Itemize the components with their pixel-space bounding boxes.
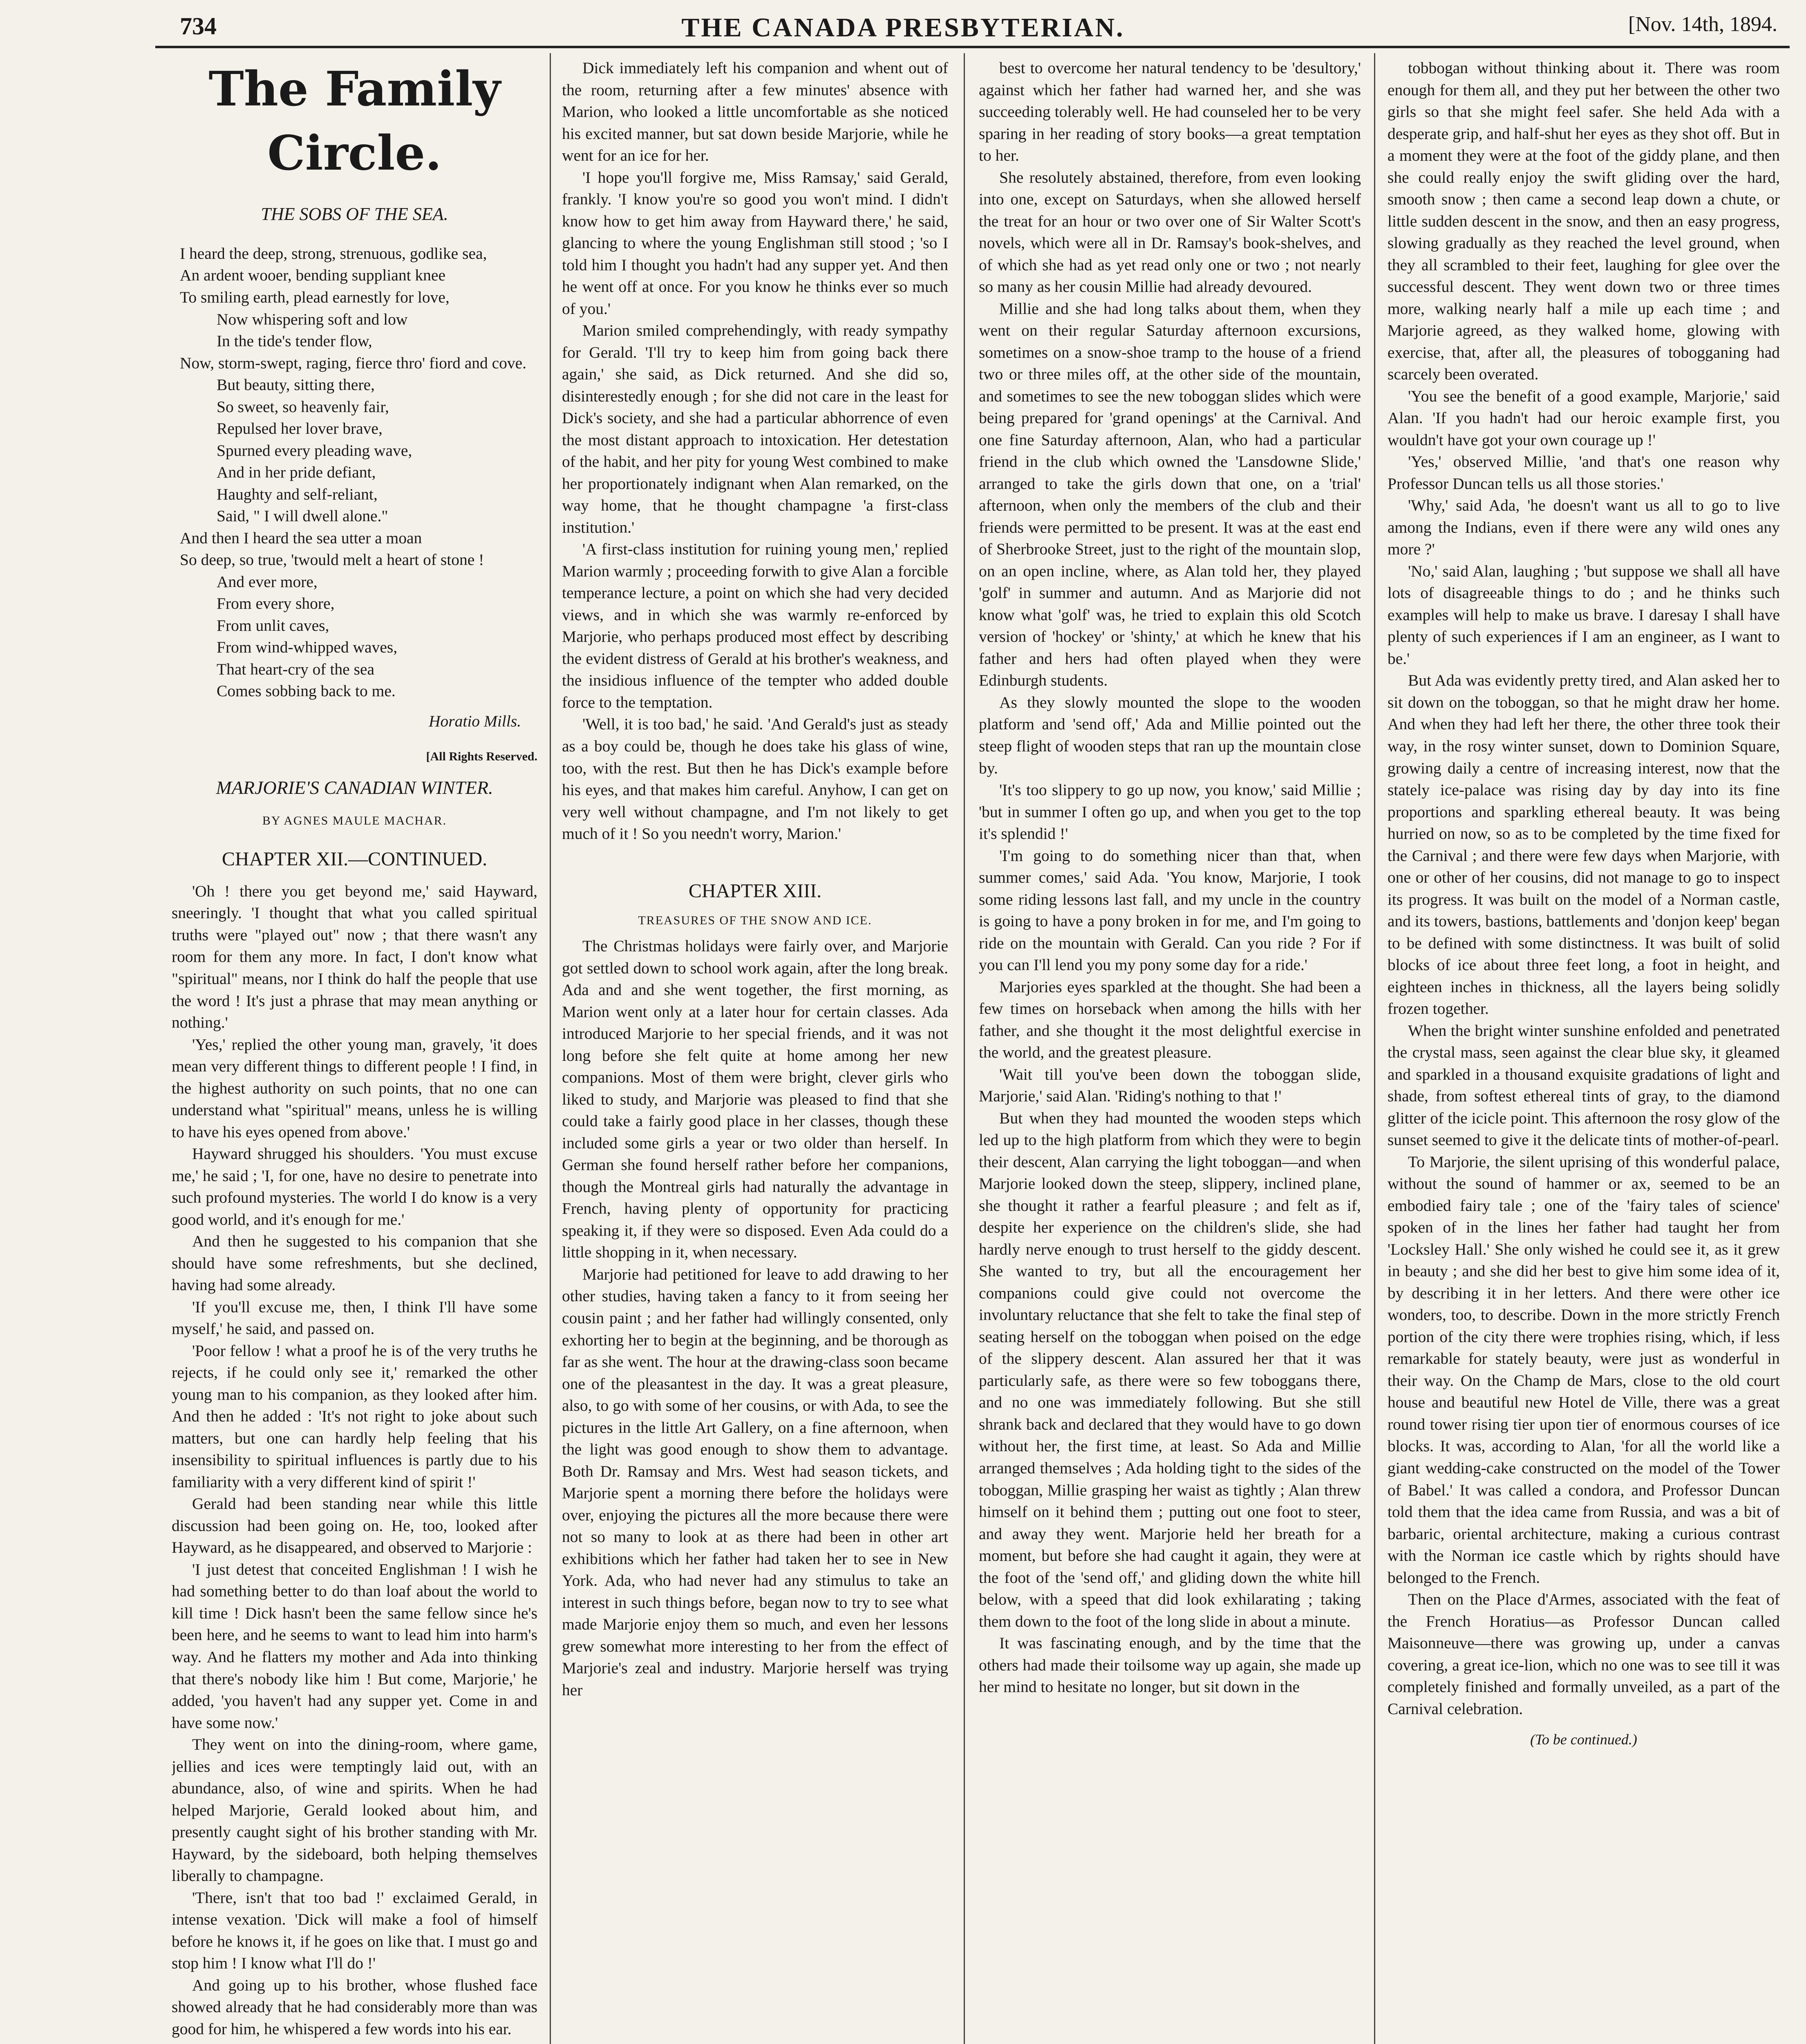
poem-line: From wind-whipped waves, [217,638,398,657]
paragraph: They went on into the dining-room, where game, jellies and ices were temptingly laid out, with an abundance, also, of wine and spirits. When he had helped Marjorie, Gerald looked about him, and presently caught sight of his brother standing with Mr. Hayward, by the sideboard, both helping themselves liberally to champagne. [172,1735,537,1885]
column-divider [1374,53,1375,2044]
story-title: MARJORIE'S CANADIAN WINTER. [216,777,493,798]
page-number: 734 [180,13,217,40]
paragraph: 'I just detest that conceited Englishman ! I wish he had something better to do than loaf about the world to kill time ! Dick hasn't been the same fellow since he's been here, and he seems to want to lead him into harm's way. And he flatters my mother and Ada into thinking that there's nobody like him ! But come, Marjorie,' he added, 'you haven't had any supper yet. Come in and have some now.' [172,1560,537,1732]
paragraph: 'Yes,' observed Millie, 'and that's one reason why Professor Duncan tells us all those stories.' [1388,453,1780,493]
paragraph: 'I'm going to do something nicer than that, when summer comes,' said Ada. 'You know, Marjorie, I took some riding lessons last fall, and my uncle in the country is going to have a pony broken in for me, and I'm going to ride on the mountain with Gerald. Can you ride ? For if you can I'll lend you my pony some day for a ride.' [979,846,1361,974]
poem-line: I heard the deep, strong, strenuous, godlike sea, [180,244,487,262]
paragraph: Then on the Place d'Armes, associated with the feat of the French Horatius—as Professor Duncan called Maisonneuve—there was growing up, under a canvas covering, a great ice-lion, which no one was to see till it was completely finished and formally unveiled, as a part of the Carnival celebration. [1388,1590,1780,1718]
poem-line: Repulsed her lover brave, [217,419,383,438]
poem-line: So deep, so true, 'twould melt a heart of stone ! [180,551,484,569]
paragraph: Dick immediately left his companion and whent out of the room, returning after a few minutes' absence with Marion, who looked a little uncomfortable as she noticed his excited manner, but sat down beside Marjorie, while he went for an ice for her. [562,59,948,165]
column-2-text [562,57,948,845]
page-header [25,12,1781,45]
paragraph: Gerald had been standing near while this little discussion had been going on. He, too, looked after Hayward, as he disappeared, and observed to Marjorie : [172,1495,537,1557]
paragraph: 'There, isn't that too bad !' exclaimed Gerald, in intense vexation. 'Dick will make a fool of himself before he knows it, if he goes on like that. I must go and stop him ! I know what I'll do !' [172,1888,537,1972]
paragraph: 'Poor fellow ! what a proof he is of the very truths he rejects, if he could only see it,' remarked the other young man to his companion, as they looked after him. And then he added : 'It's not right to joke about such matters, but one can hardly help feeling that his insensibility to spiritual influences is partly due to his familiarity with a very different kind of spirit !' [172,1341,537,1491]
paragraph: 'Well, it is too bad,' he said. 'And Gerald's just as steady as a boy could be, though he does take his glass of wine, too, with the rest. But then he has Dick's example before his eyes, and that makes him careful. Anyhow, I can get on very well without champagne, and I'm not likely to get much of it ! So you needn't worry, Marion.' [562,715,948,843]
poem-line: But beauty, sitting there, [217,376,375,394]
paragraph: She resolutely abstained, therefore, from even looking into one, except on Saturdays, when she allowed herself the treat for an hour or two over one of Sir Walter Scott's novels, which were all in Dr. Ramsay's book-shelves, and of which she had as yet read only one or two ; not nearly so many as her cousin Millie had already devoured. [979,168,1361,296]
to-be-continued: (To be continued.) [1530,1731,1637,1748]
poem-line: Comes sobbing back to me. [217,682,396,700]
paragraph: 'If you'll excuse me, then, I think I'll have some myself,' he said, and passed on. [172,1298,537,1338]
paragraph: Marion smiled comprehendingly, with ready sympathy for Gerald. 'I'll try to keep him from going back there again,' she said, as Dick returned. And she did so, disinterestedly enough ; for she did not care in the least for Dick's society, and she had a particular abhorrence of even the most distant approach to intoxication. Her detestation of the habit, and her pity for young West combined to make her proportionately indignant when Alan remarked, on the way home, that he thought champagne 'a first-class institution.' [562,321,948,536]
column-3-text [979,57,1361,1698]
paragraph: 'I hope you'll forgive me, Miss Ramsay,' said Gerald, frankly. 'I know you're so good you won't mind. I didn't know how to get him away from Hayward there,' he said, glancing to where the young Englishman still stood ; 'so I told him I thought you hadn't had any supper yet. And then he went off at once. For you know he thinks ever so much of you.' [562,168,948,318]
chapter-heading: CHAPTER XIII. [688,880,822,902]
column-1-text [172,881,537,2040]
column-3 [979,57,1361,2044]
paragraph: Marjories eyes sparkled at the thought. She had been a few times on horseback when among the hills with her father, and she thought it the most delightful exercise in the world, and the greatest pleasure. [979,977,1361,1062]
newspaper-title: THE CANADA PRESBYTERIAN. [681,13,1125,43]
header-rule [155,46,1790,48]
paragraph: And going up to his brother, whose flushed face showed already that he had considerably more than was good for him, he whispered a few words into his ear. [172,1976,537,2038]
poem-line: And then I heard the sea utter a moan [180,529,422,547]
paragraph: 'Oh ! there you get beyond me,' said Hayward, sneeringly. 'I thought that what you called spiritual truths were "played out" now ; that there wasn't any room for them any more. In fact, I don't know what "spiritual" means, nor I think do half the people that use the word ! It's just a phrase that may mean anything or nothing.' [172,882,537,1032]
poem-line: An ardent wooer, bending suppliant knee [180,266,445,285]
column-divider [964,53,965,2044]
paragraph: Marjorie had petitioned for leave to add drawing to her other studies, having taken a fancy to it from seeing her cousin paint ; and her father had willingly consented, only exhorting her to begin at the beginning, and be thorough as far as she went. The hour at the drawing-class soon became one of the pleasantest in the day. It was a great pleasure, also, to go with some of her cousins, or with Ada, to see the pictures in the little Art Gallery, on a fine afternoon, when the light was good enough to show them to advantage. Both Dr. Ramsay and Mrs. West had season tickets, and Marjorie spent a morning there before the holidays were over, enjoying the pictures all the more because there were not so many to look at as there had been in other art exhibitions which her father had taken her to see in New York. Ada, who had never had any stimulus to take an interest in such things before, began now to try to see what made Marjorie enjoy them so much, and even her lessons grew somewhat more interesting to her from the effect of Marjorie's zeal and industry. Marjorie herself was trying her [562,1265,948,1699]
paragraph: But Ada was evidently pretty tired, and Alan asked her to sit down on the toboggan, so that he might draw her home. And when they had left her there, the other three took their way, in the rosy winter sunset, down to Dominion Square, growing daily a centre of increasing interest, now that the stately ice-palace was rising day by day into its fine proportions and sparkling ethereal beauty. It was being hurried on now, so as to be completed by the time fixed for the Carnival ; and there were few days when Marjorie, with one or other of her cousins, did not manage to go to inspect its progress. It was built on the model of a Norman castle, and its towers, bastions, battlements and 'donjon keep' began to be defined with some distinctness. It was built of solid blocks of ice about three feet long, a foot in height, and eighteen inches in thickness, all the layers being solidly frozen together. [1388,671,1780,1018]
poem-line: In the tide's tender flow, [217,332,372,350]
paragraph: 'It's too slippery to go up now, you know,' said Millie ; 'but in summer I often go up, and when you get to the top it's splendid !' [979,781,1361,843]
poem-body [180,243,537,702]
poem-line: Now, storm-swept, raging, fierce thro' fiord and cove. [180,354,527,372]
poem-line: Spurned every pleading wave, [217,441,412,459]
poem-line: From every shore, [217,594,335,613]
paragraph: When the bright winter sunshine enfolded and penetrated the crystal mass, seen against the clear blue sky, it gleamed and sparkled in a thousand exquisite gradations of light and shade, from softest ethereal tints of gray, to the diamond glitter of the icicle point. This afternoon the rosy glow of the sunset seemed to give it the delicate tints of mother-of-pearl. [1388,1021,1780,1149]
paragraph: The Christmas holidays were fairly over, and Marjorie got settled down to school work again, after the long break. Ada and and she went together, the first morning, as Marion went only at a later hour for certain classes. Ada introduced Marjorie to her special friends, and it was not long before she felt quite at home among her new companions. Most of them were bright, clever girls who liked to study, and Marjorie was pleased to find that she could take a fairly good place in her classes, though these included some girls a year or two older than herself. In German she found herself rather before her companions, though the Montreal girls had naturally the advantage in French, having plenty of opportunity for practicing speaking it, if they were so disposed. Even Ada could do a little shopping in it, when necessary. [562,937,948,1262]
section-title: The Family Circle. [208,61,501,182]
paragraph: But when they had mounted the wooden steps which led up to the high platform from which they were to begin their descent, Alan carrying the light toboggan—and when Marjorie looked down the steep, slippery, inclined plane, she thought it rather a fearful pleasure ; and felt as if, despite her experience on the children's slide, she had hardly nerve enough to trust herself to the giddy descent. She wanted to try, but all the encouragement her companions could give could not overcome the involuntary reluctance that she felt to take the final step of seating herself on the toboggan when poised on the edge of the slippery descent. Alan assured her that it was particularly safe, as there were so few toboggans there, and no one was immediately following. But she still shrank back and declared that they would have to go down without her, the first time, at least. So Ada and Millie arranged themselves ; Ada holding tight to the sides of the toboggan, Millie grasping her waist as tightly ; Alan threw himself on it behind them ; putting out one foot to steer, and away they went. Marjorie held her breath for a moment, but before she had caught it again, they were at the foot of the 'send off,' and gliding down the white hill below, with a speed that did look exhilarating ; taking them down to the foot of the long slide in about a minute. [979,1109,1361,1630]
paragraph: 'A first-class institution for ruining young men,' replied Marion warmly ; proceeding forwith to give Alan a forcible temperance lecture, a point on which she had very decided views, and in which she was warmly re-enforced by Marjorie, who perhaps produced most effect by describing the evident distress of Gerald at his brother's weakness, and the insidious influence of the tempter who added double force to the temptation. [562,540,948,711]
chapter-subtitle: TREASURES OF THE SNOW AND ICE. [638,913,872,927]
story-byline: BY AGNES MAULE MACHAR. [262,814,447,828]
poem-line: Said, " I will dwell alone." [217,507,388,525]
poem-line: From unlit caves, [217,616,329,634]
paragraph: 'Why,' said Ada, 'he doesn't want us all to go to live among the Indians, even if there were any wild ones any more ?' [1388,496,1780,558]
paragraph: best to overcome her natural tendency to be 'desultory,' against which her father had warned her, and she was succeeding tolerably well. He had counseled her to be very sparing in her reading of story books—a great temptation to her. [979,59,1361,165]
issue-date: [Nov. 14th, 1894. [1628,13,1777,36]
poem-author: Horatio Mills. [428,712,521,730]
paragraph: Hayward shrugged his shoulders. 'You must excuse me,' he said ; 'I, for one, have no desire to penetrate into such profound mysteries. The world I do know is a very good world, and it's enough for me.' [172,1145,537,1228]
paragraph: Millie and she had long talks about them, when they went on their regular Saturday afternoon excursions, sometimes on a snow-shoe tramp to the house of a friend two or three miles off, at the other side of the mountain, and sometimes to see the new toboggan slides which were being prepared for 'grand openings' at the Carnival. And one fine Saturday afternoon, Alan, who had a particular friend in the club which owned the 'Lansdowne Slide,' arranged to take the girls down that one, on a 'trial' afternoon, when only the members of the club and their friends were permitted to be present. It was at the east end of Sherbrooke Street, just to the right of the mountain slop, on an open incline, where, as Alan told her, they played 'golf' in summer and autumn. And as Marjorie did not know what 'golf' was, he tried to explain this old Scotch version of 'hockey' or 'shinty,' at which he knew that his father and hers had often played when they were Edinburgh students. [979,299,1361,690]
column-divider [550,53,551,2044]
paragraph: As they slowly mounted the slope to the wooden platform and 'send off,' Ada and Millie pointed out the steep flight of wooden steps that ran up the mountain close by. [979,693,1361,777]
paragraph: 'No,' said Alan, laughing ; 'but suppose we shall all have lots of disagreeable things to do ; and he thinks such examples will help to make us brave. I daresay I shall have plenty of such experiences if I am an engineer, as I want to be.' [1388,562,1780,668]
column-2-text-continued [562,935,948,1701]
column-4 [1388,57,1780,2044]
poem-line: Now whispering soft and low [217,310,408,328]
paragraph: 'Wait till you've been down the toboggan slide, Marjorie,' said Alan. 'Riding's nothing to that !' [979,1065,1361,1105]
paragraph: 'You see the benefit of a good example, Marjorie,' said Alan. 'If you hadn't had our heroic example first, you wouldn't have got your own courage up !' [1388,387,1780,449]
chapter-heading: CHAPTER XII.—CONTINUED. [222,848,488,870]
poem-title: THE SOBS OF THE SEA. [261,204,448,224]
paragraph: tobbogan without thinking about it. There was room enough for them all, and they put her between the other two girls so that she might feel safer. She held Ada with a desperate grip, and half-shut her eyes as they shot off. But in a moment they were at the foot of the giddy plane, and then she could really enjoy the swift gliding over the hard, smooth snow ; then came a second leap down a chute, or little sudden descent in the snow, and then an easy progress, slowing gradually as they reached the level ground, when they all scrambled to their feet, laughing for glee over the successful descent. They went down two or three times more, walking nearly half a mile up each time ; and Marjorie agreed, as they walked home, glowing with exercise, that, after all, the pleasures of tobogganing had scarcely been overated. [1388,59,1780,383]
column-4-text [1388,57,1780,1720]
column-1 [172,57,537,2044]
poem-line: And ever more, [217,572,318,591]
paragraph: And then he suggested to his companion that she should have some refreshments, but she declined, having had some already. [172,1232,537,1294]
paragraph: It was fascinating enough, and by the time that the others had made their toilsome way up again, she made up her mind to hesitate no longer, but sit down in the [979,1634,1361,1696]
paragraph: 'Yes,' replied the other young man, gravely, 'it does mean very different things to different people ! I find, in the highest authority on such points, that no one can understand what "spiritual" means, unless he is willing to have his eyes opened from above.' [172,1035,537,1141]
column-2 [562,57,948,2044]
poem-line: And in her pride defiant, [217,463,376,482]
poem-line: That heart-cry of the sea [217,660,375,678]
paragraph: To Marjorie, the silent uprising of this wonderful palace, without the sound of hammer or ax, seemed to be an embodied fairy tale ; one of the 'fairy tales of science' spoken of in the lines her father had taught her from 'Locksley Hall.' She only wished he could see it, as it grew in beauty ; and she did her best to give him some idea of it, by describing it in her letters. And there were other ice wonders, too, to describe. Down in the more strictly French portion of the city there were trophies rising, which, if less remarkable for stately beauty, were just as wonderful in their way. On the Champ de Mars, close to the old court house and beautiful new Hotel de Ville, there was a great round tower rising tier upon tier of enormous courses of ice blocks. It was, according to Alan, 'for all the world like a giant wedding-cake constructed on the model of the Tower of Babel.' It was called a condora, and Professor Duncan told them that the idea came from Russia, and was a bit of barbaric, oriental architecture, making a curious contrast with the Norman ice castle which by rights should have belonged to the French. [1388,1152,1780,1587]
poem-line: Haughty and self-reliant, [217,485,378,503]
rights-notice: [All Rights Reserved. [426,750,537,764]
poem-line: To smiling earth, plead earnestly for love, [180,288,450,306]
poem-line: So sweet, so heavenly fair, [217,397,389,416]
